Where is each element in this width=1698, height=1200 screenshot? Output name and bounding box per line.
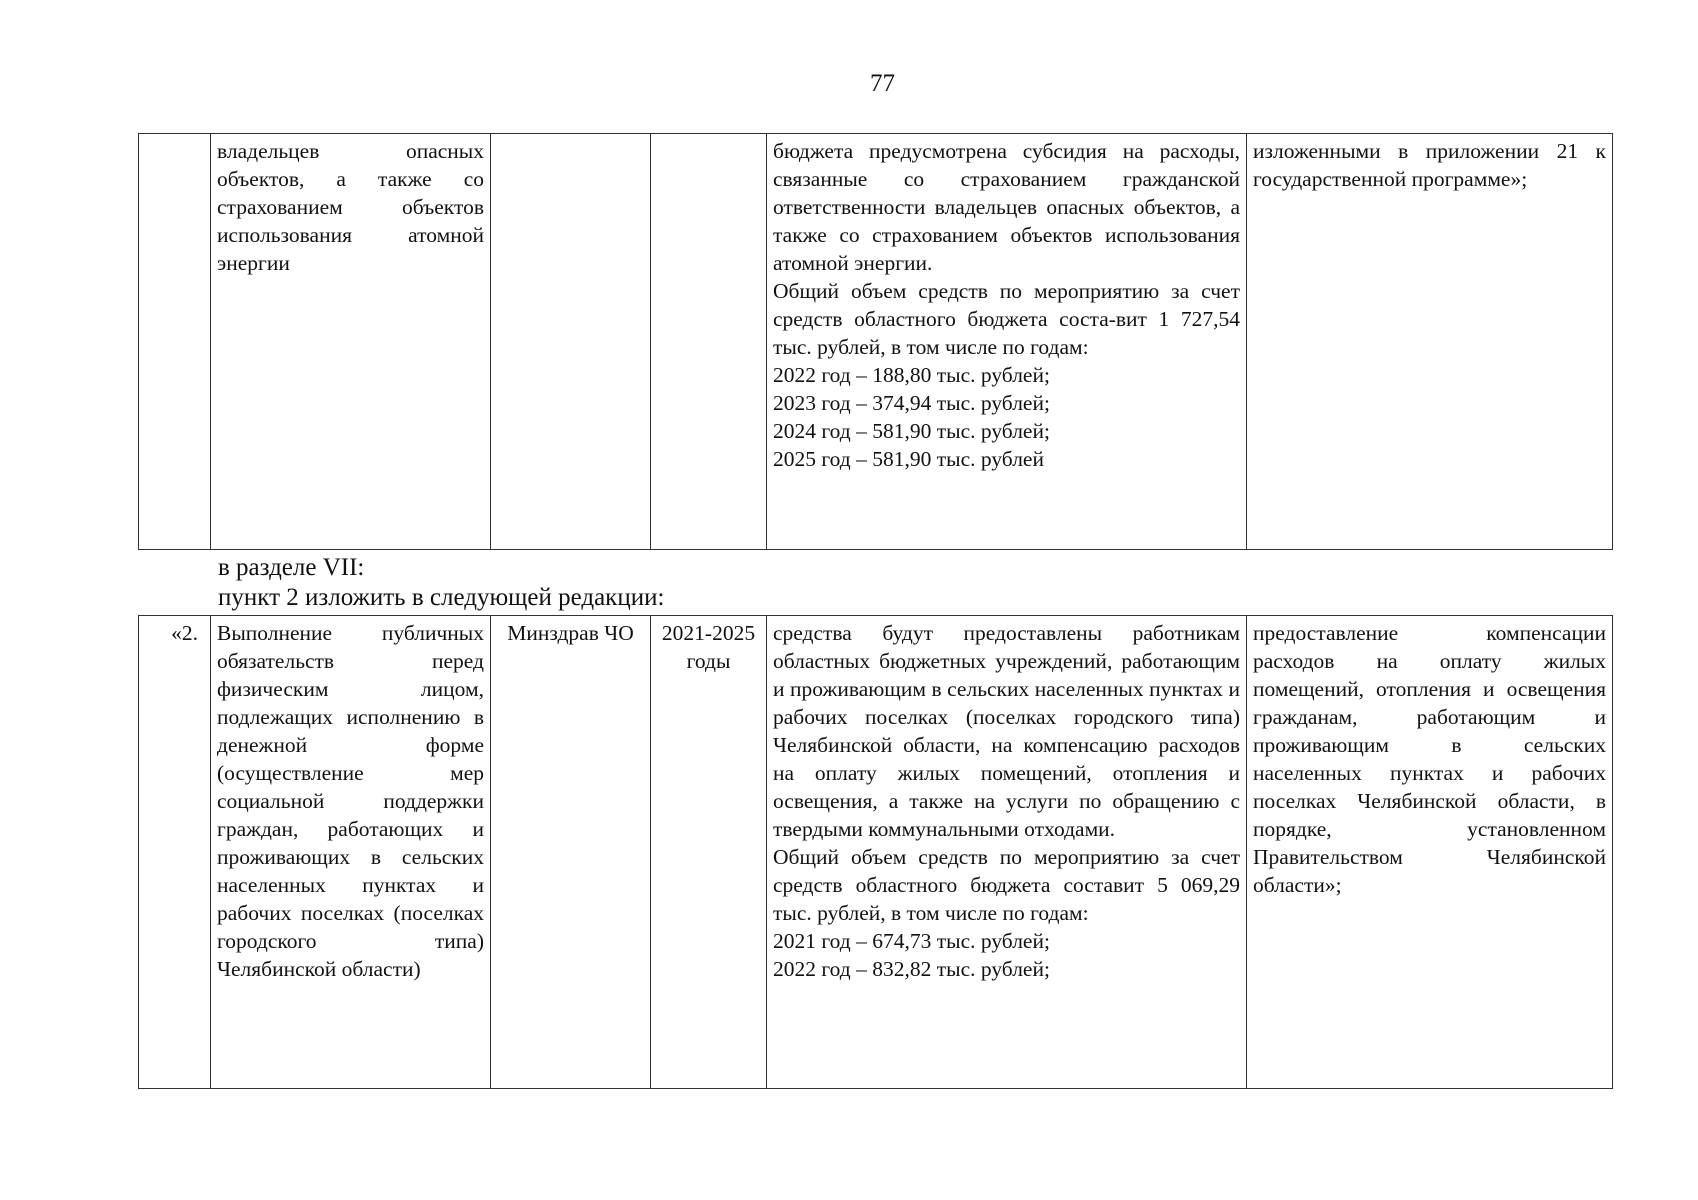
event-name-cell: владельцев опасных объектов, а также со страхованием объектов использования атомной энергии: [211, 134, 491, 550]
row-number-cell: «2.: [139, 616, 211, 1089]
executor-cell: [491, 134, 651, 550]
page-number: 77: [870, 70, 895, 97]
funding-year-line: 2024 год – 581,90 тыс. рублей;: [773, 419, 1050, 443]
description-paragraph: средства будут предоставлены работникам областных бюджетных учреждений, работающим и проживающим в сельских населенных пунктах и рабочих поселках (поселках городского типа) Челябинской области, на компенсацию расходов на оплату жилых помещений, отопления и освещения, а также на услуги по обращению с твердыми коммунальными отходами.: [773, 621, 1240, 841]
description-paragraph: Общий объем средств по мероприятию за счет средств областного бюджета соста-вит 1 727,54 тыс. рублей, в том числе по годам:: [773, 279, 1240, 359]
result-cell: изложенными в приложении 21 к государственной программе»;: [1247, 134, 1613, 550]
event-name-cell: Выполнение публичных обязательств перед физическим лицом, подлежащих исполнению в денежной форме (осуществление мер социальной поддержки граждан, работающих и проживающих в сельских населенных пунктах и рабочих поселках (поселках городского типа) Челябинской области): [211, 616, 491, 1089]
period-cell: 2021-2025 годы: [651, 616, 767, 1089]
funding-year-line: 2023 год – 374,94 тыс. рублей;: [773, 391, 1050, 415]
description-paragraph: бюджета предусмотрена субсидия на расходы, связанные со страхованием гражданской ответственности владельцев опасных объектов, а также со страхованием объектов использования атомной энергии.: [773, 139, 1240, 275]
table-row: [139, 616, 1613, 1089]
funding-year-line: 2022 год – 188,80 тыс. рублей;: [773, 363, 1050, 387]
description-cell: [767, 134, 1247, 550]
table-row: [139, 134, 1613, 550]
amendment-instruction: пункт 2 изложить в следующей редакции:: [218, 584, 665, 611]
funding-year-line: 2021 год – 674,73 тыс. рублей;: [773, 929, 1050, 953]
section-reference: в разделе VII:: [218, 554, 365, 581]
row-number-cell: [139, 134, 211, 550]
continued-table: [138, 133, 1613, 550]
description-paragraph: Общий объем средств по мероприятию за счет средств областного бюджета составит 5 069,29 тыс. рублей, в том числе по годам:: [773, 845, 1240, 925]
executor-cell: Минздрав ЧО: [491, 616, 651, 1089]
description-cell: [767, 616, 1247, 1089]
amended-item-table: [138, 615, 1613, 1089]
period-cell: [651, 134, 767, 550]
funding-year-line: 2025 год – 581,90 тыс. рублей: [773, 447, 1044, 471]
funding-year-line: 2022 год – 832,82 тыс. рублей;: [773, 957, 1050, 981]
result-cell: предоставление компенсации расходов на оплату жилых помещений, отопления и освещения гражданам, работающим и проживающим в сельских населенных пунктах и рабочих поселках Челябинской области, в порядке, установленном Правительством Челябинской области»;: [1247, 616, 1613, 1089]
